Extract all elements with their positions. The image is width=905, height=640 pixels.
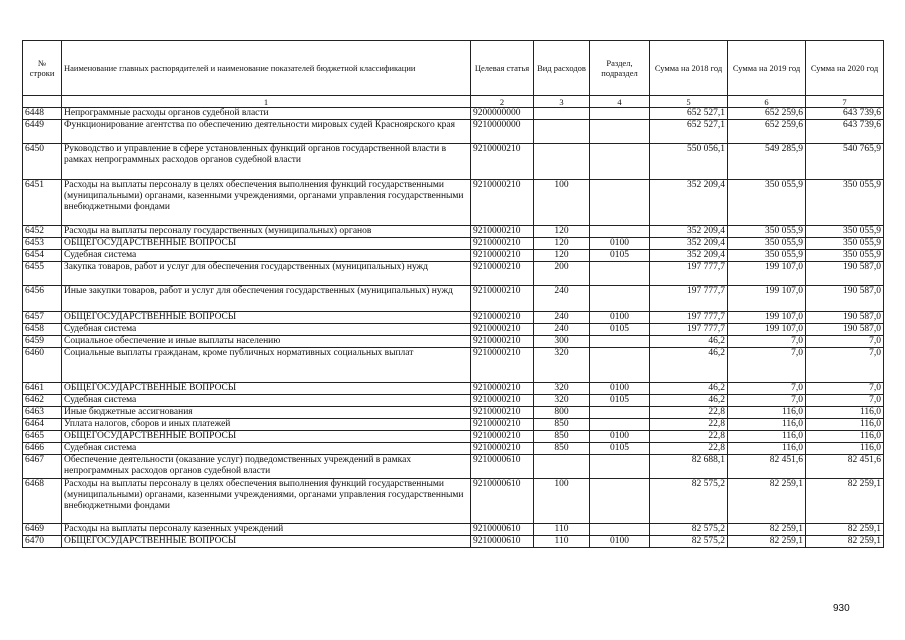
table-row (23, 262, 884, 286)
row-sum-2019: 350 055,9 (728, 180, 806, 226)
row-sum-2019: 116,0 (728, 443, 806, 455)
row-name: ОБЩЕГОСУДАРСТВЕННЫЕ ВОПРОСЫ (62, 536, 471, 548)
table-row (23, 108, 884, 120)
row-target-article: 9210000610 (471, 536, 534, 548)
row-target-article: 9210000210 (471, 262, 534, 286)
row-sum-2019: 116,0 (728, 431, 806, 443)
row-sum-2019: 549 285,9 (728, 144, 806, 180)
row-sum-2019: 199 107,0 (728, 324, 806, 336)
row-number: 6453 (23, 238, 62, 250)
row-sum-2020: 350 055,9 (806, 180, 884, 226)
row-sum-2018: 22,8 (650, 431, 728, 443)
row-sum-2018: 352 209,4 (650, 250, 728, 262)
row-sum-2018: 197 777,7 (650, 324, 728, 336)
table-row (23, 120, 884, 144)
row-sum-2019: 350 055,9 (728, 238, 806, 250)
table-row (23, 431, 884, 443)
row-sum-2018: 550 056,1 (650, 144, 728, 180)
row-sum-2018: 22,8 (650, 419, 728, 431)
row-section: 0105 (590, 324, 650, 336)
row-number: 6457 (23, 312, 62, 324)
header-section: Раздел, подраздел (590, 41, 650, 96)
row-target-article: 9210000210 (471, 324, 534, 336)
row-section (590, 455, 650, 479)
table-row (23, 180, 884, 226)
row-expense-kind: 100 (534, 180, 590, 226)
row-sum-2020: 7,0 (806, 383, 884, 395)
table-row (23, 536, 884, 548)
row-name: Руководство и управление в сфере установленных функций органов государственной власти в рамках непрограммных расходов органов судебной власти (62, 144, 471, 180)
header-expense-kind: Вид расходов (534, 41, 590, 96)
row-sum-2019: 7,0 (728, 395, 806, 407)
row-target-article: 9210000610 (471, 455, 534, 479)
row-sum-2019: 350 055,9 (728, 226, 806, 238)
row-name: ОБЩЕГОСУДАРСТВЕННЫЕ ВОПРОСЫ (62, 238, 471, 250)
row-expense-kind: 800 (534, 407, 590, 419)
row-sum-2020: 7,0 (806, 395, 884, 407)
row-number: 6467 (23, 455, 62, 479)
header-target-article: Целевая статья (471, 41, 534, 96)
row-number: 6464 (23, 419, 62, 431)
row-section (590, 479, 650, 524)
row-expense-kind: 320 (534, 395, 590, 407)
row-sum-2018: 82 575,2 (650, 536, 728, 548)
row-expense-kind: 110 (534, 536, 590, 548)
row-sum-2019: 116,0 (728, 419, 806, 431)
row-sum-2019: 116,0 (728, 407, 806, 419)
row-sum-2018: 352 209,4 (650, 180, 728, 226)
table-row (23, 443, 884, 455)
row-sum-2020: 350 055,9 (806, 250, 884, 262)
row-name: Расходы на выплаты персоналу казенных учреждений (62, 524, 471, 536)
table-row (23, 455, 884, 479)
column-number: 4 (590, 96, 650, 108)
table-row (23, 286, 884, 312)
row-sum-2018: 46,2 (650, 383, 728, 395)
row-name: Уплата налогов, сборов и иных платежей (62, 419, 471, 431)
row-name: Непрограммные расходы органов судебной власти (62, 108, 471, 120)
row-target-article: 9210000210 (471, 419, 534, 431)
row-section: 0100 (590, 536, 650, 548)
row-expense-kind (534, 108, 590, 120)
row-number: 6460 (23, 348, 62, 383)
row-sum-2018: 22,8 (650, 443, 728, 455)
column-number (23, 96, 62, 108)
row-name: Иные закупки товаров, работ и услуг для обеспечения государственных (муниципальных) нужд (62, 286, 471, 312)
row-target-article: 9210000210 (471, 395, 534, 407)
row-section: 0105 (590, 250, 650, 262)
row-sum-2019: 82 259,1 (728, 479, 806, 524)
row-sum-2020: 190 587,0 (806, 286, 884, 312)
row-section: 0105 (590, 395, 650, 407)
row-section: 0100 (590, 431, 650, 443)
row-sum-2020: 116,0 (806, 443, 884, 455)
row-name: Социальные выплаты гражданам, кроме публичных нормативных социальных выплат (62, 348, 471, 383)
row-sum-2018: 197 777,7 (650, 262, 728, 286)
row-target-article: 9210000610 (471, 524, 534, 536)
row-expense-kind (534, 120, 590, 144)
row-sum-2019: 82 451,6 (728, 455, 806, 479)
table-row (23, 419, 884, 431)
row-expense-kind: 320 (534, 348, 590, 383)
row-name: ОБЩЕГОСУДАРСТВЕННЫЕ ВОПРОСЫ (62, 431, 471, 443)
row-sum-2020: 7,0 (806, 336, 884, 348)
row-expense-kind (534, 144, 590, 180)
row-target-article: 9210000210 (471, 286, 534, 312)
table-row (23, 336, 884, 348)
row-sum-2019: 652 259,6 (728, 108, 806, 120)
row-sum-2018: 46,2 (650, 348, 728, 383)
row-name: Судебная система (62, 250, 471, 262)
column-number: 2 (471, 96, 534, 108)
row-section (590, 407, 650, 419)
row-target-article: 9210000210 (471, 407, 534, 419)
row-expense-kind: 850 (534, 431, 590, 443)
row-target-article: 9210000610 (471, 479, 534, 524)
row-number: 6463 (23, 407, 62, 419)
header-sum-2019: Сумма на 2019 год (728, 41, 806, 96)
row-sum-2018: 46,2 (650, 336, 728, 348)
row-sum-2020: 7,0 (806, 348, 884, 383)
table-row (23, 407, 884, 419)
page-number: 930 (833, 603, 850, 614)
row-section (590, 120, 650, 144)
row-sum-2019: 199 107,0 (728, 262, 806, 286)
row-target-article: 9210000210 (471, 348, 534, 383)
row-expense-kind: 120 (534, 226, 590, 238)
budget-table (22, 40, 884, 548)
row-number: 6465 (23, 431, 62, 443)
row-section: 0105 (590, 443, 650, 455)
row-name: Судебная система (62, 443, 471, 455)
row-name: Закупка товаров, работ и услуг для обеспечения государственных (муниципальных) нужд (62, 262, 471, 286)
row-expense-kind: 120 (534, 250, 590, 262)
row-target-article: 9210000210 (471, 144, 534, 180)
row-name: Социальное обеспечение и иные выплаты населению (62, 336, 471, 348)
row-name: Расходы на выплаты персоналу государственных (муниципальных) органов (62, 226, 471, 238)
table-row (23, 479, 884, 524)
row-target-article: 9210000210 (471, 250, 534, 262)
row-expense-kind: 100 (534, 479, 590, 524)
row-sum-2020: 190 587,0 (806, 262, 884, 286)
row-section (590, 180, 650, 226)
row-target-article: 9210000000 (471, 120, 534, 144)
row-expense-kind (534, 455, 590, 479)
column-number-row (23, 96, 884, 108)
row-number: 6455 (23, 262, 62, 286)
row-sum-2018: 352 209,4 (650, 226, 728, 238)
row-sum-2020: 116,0 (806, 407, 884, 419)
row-sum-2020: 82 451,6 (806, 455, 884, 479)
row-name: Расходы на выплаты персоналу в целях обеспечения выполнения функций государственными (муниципальными) органами, казенными учреждениями, органами управления государственными внебюджетными фондами (62, 180, 471, 226)
column-number: 7 (806, 96, 884, 108)
row-section (590, 226, 650, 238)
table-row (23, 226, 884, 238)
row-expense-kind: 240 (534, 286, 590, 312)
row-section (590, 108, 650, 120)
row-number: 6468 (23, 479, 62, 524)
row-number: 6454 (23, 250, 62, 262)
row-sum-2020: 190 587,0 (806, 324, 884, 336)
row-sum-2020: 116,0 (806, 431, 884, 443)
row-sum-2019: 199 107,0 (728, 312, 806, 324)
row-section: 0100 (590, 238, 650, 250)
table-row (23, 312, 884, 324)
row-sum-2019: 82 259,1 (728, 536, 806, 548)
row-name: Судебная система (62, 324, 471, 336)
column-number: 1 (62, 96, 471, 108)
row-target-article: 9210000210 (471, 238, 534, 250)
row-number: 6469 (23, 524, 62, 536)
row-number: 6452 (23, 226, 62, 238)
row-section (590, 262, 650, 286)
table-row (23, 250, 884, 262)
row-target-article: 9210000210 (471, 336, 534, 348)
row-number: 6461 (23, 383, 62, 395)
row-section (590, 524, 650, 536)
row-number: 6448 (23, 108, 62, 120)
row-expense-kind: 120 (534, 238, 590, 250)
row-target-article: 9210000210 (471, 383, 534, 395)
table-row (23, 524, 884, 536)
column-number: 5 (650, 96, 728, 108)
row-sum-2019: 7,0 (728, 348, 806, 383)
row-target-article: 9210000210 (471, 226, 534, 238)
table-row (23, 238, 884, 250)
row-number: 6449 (23, 120, 62, 144)
row-sum-2018: 82 575,2 (650, 479, 728, 524)
row-sum-2019: 350 055,9 (728, 250, 806, 262)
row-sum-2018: 197 777,7 (650, 312, 728, 324)
row-section (590, 286, 650, 312)
row-section (590, 348, 650, 383)
row-sum-2019: 7,0 (728, 336, 806, 348)
header-sum-2018: Сумма на 2018 год (650, 41, 728, 96)
table-header (23, 41, 884, 108)
row-name: Расходы на выплаты персоналу в целях обеспечения выполнения функций государственными (муниципальными) органами, казенными учреждениями, органами управления государственными внебюджетными фондами (62, 479, 471, 524)
row-sum-2019: 82 259,1 (728, 524, 806, 536)
table-row (23, 395, 884, 407)
row-sum-2020: 82 259,1 (806, 536, 884, 548)
row-sum-2020: 350 055,9 (806, 226, 884, 238)
row-sum-2019: 7,0 (728, 383, 806, 395)
table-row (23, 348, 884, 383)
column-number: 6 (728, 96, 806, 108)
row-sum-2019: 199 107,0 (728, 286, 806, 312)
row-number: 6466 (23, 443, 62, 455)
row-section (590, 419, 650, 431)
row-expense-kind: 850 (534, 443, 590, 455)
table-body (23, 108, 884, 548)
row-section: 0100 (590, 383, 650, 395)
header-sum-2020: Сумма на 2020 год (806, 41, 884, 96)
table-row (23, 324, 884, 336)
row-sum-2020: 643 739,6 (806, 108, 884, 120)
row-name: ОБЩЕГОСУДАРСТВЕННЫЕ ВОПРОСЫ (62, 383, 471, 395)
row-sum-2018: 197 777,7 (650, 286, 728, 312)
row-section (590, 144, 650, 180)
row-number: 6451 (23, 180, 62, 226)
row-expense-kind: 850 (534, 419, 590, 431)
row-target-article: 9210000210 (471, 312, 534, 324)
row-name: Функционирование агентства по обеспечению деятельности мировых судей Красноярского края (62, 120, 471, 144)
header-name: Наименование главных распорядителей и наименование показателей бюджетной классификации (62, 41, 471, 96)
row-sum-2020: 540 765,9 (806, 144, 884, 180)
row-sum-2018: 652 527,1 (650, 108, 728, 120)
row-sum-2018: 82 688,1 (650, 455, 728, 479)
row-expense-kind: 110 (534, 524, 590, 536)
row-expense-kind: 240 (534, 312, 590, 324)
row-number: 6459 (23, 336, 62, 348)
row-number: 6470 (23, 536, 62, 548)
row-sum-2020: 350 055,9 (806, 238, 884, 250)
row-sum-2018: 352 209,4 (650, 238, 728, 250)
row-name: ОБЩЕГОСУДАРСТВЕННЫЕ ВОПРОСЫ (62, 312, 471, 324)
row-sum-2018: 22,8 (650, 407, 728, 419)
row-name: Обеспечение деятельности (оказание услуг) подведомственных учреждений в рамках непрограммных расходов органов судебной власти (62, 455, 471, 479)
row-sum-2019: 652 259,6 (728, 120, 806, 144)
row-number: 6462 (23, 395, 62, 407)
row-sum-2020: 82 259,1 (806, 479, 884, 524)
row-expense-kind: 200 (534, 262, 590, 286)
table-row (23, 144, 884, 180)
row-target-article: 9210000210 (471, 180, 534, 226)
row-name: Судебная система (62, 395, 471, 407)
row-number: 6458 (23, 324, 62, 336)
row-target-article: 9210000210 (471, 431, 534, 443)
column-number: 3 (534, 96, 590, 108)
row-section (590, 336, 650, 348)
row-expense-kind: 240 (534, 324, 590, 336)
row-sum-2018: 82 575,2 (650, 524, 728, 536)
row-sum-2020: 643 739,6 (806, 120, 884, 144)
row-sum-2020: 116,0 (806, 419, 884, 431)
row-sum-2018: 652 527,1 (650, 120, 728, 144)
row-name: Иные бюджетные ассигнования (62, 407, 471, 419)
row-sum-2020: 82 259,1 (806, 524, 884, 536)
row-sum-2018: 46,2 (650, 395, 728, 407)
row-expense-kind: 300 (534, 336, 590, 348)
row-number: 6450 (23, 144, 62, 180)
row-target-article: 9200000000 (471, 108, 534, 120)
header-row-number: № строки (23, 41, 62, 96)
row-section: 0100 (590, 312, 650, 324)
table-row (23, 383, 884, 395)
row-number: 6456 (23, 286, 62, 312)
row-sum-2020: 190 587,0 (806, 312, 884, 324)
row-target-article: 9210000210 (471, 443, 534, 455)
row-expense-kind: 320 (534, 383, 590, 395)
